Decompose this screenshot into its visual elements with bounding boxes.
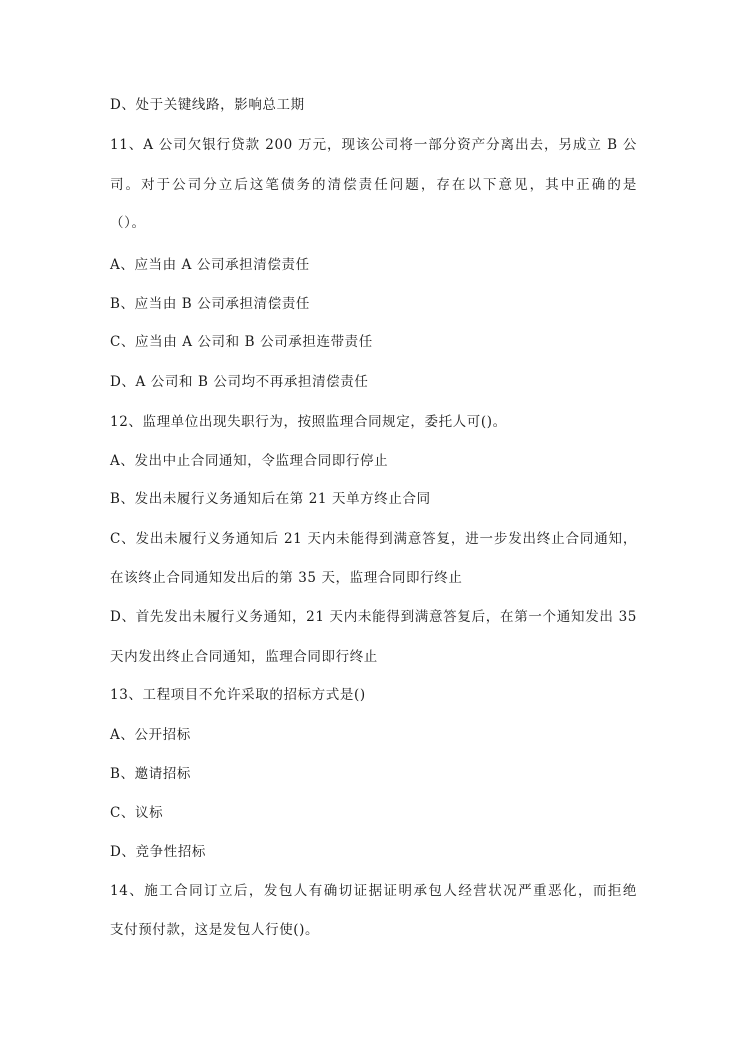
question-13-option-c: C、议标 [110,805,164,821]
question-11-stem-line-1: 11、A 公司欠银行贷款 200 万元，现该公司将一部分资产分离出去，另成立 B 公 [110,137,637,153]
question-13-option-d: D、竞争性招标 [110,844,207,860]
question-11-option-a: A、应当由 A 公司承担清偿责任 [110,257,310,273]
question-12-option-b: B、发出未履行义务通知后在第 21 天单方终止合同 [110,491,431,507]
question-11-option-b: B、应当由 B 公司承担清偿责任 [110,296,311,312]
question-12-option-d-line-1: D、首先发出未履行义务通知，21 天内未能得到满意答复后，在第一个通知发出 35 [110,609,637,625]
question-11-option-d: D、A 公司和 B 公司均不再承担清偿责任 [110,374,369,390]
question-10-option-d: D、处于关键线路，影响总工期 [110,97,305,113]
question-11-stem-line-3: （）。 [110,215,146,231]
question-12-option-a: A、发出中止合同通知，令监理合同即行停止 [110,453,389,469]
question-12-option-d-line-2: 天内发出终止合同通知，监理合同即行终止 [110,649,378,665]
question-13-option-a: A、公开招标 [110,727,191,743]
question-12-option-c-line-1: C、发出未履行义务通知后 21 天内未能得到满意答复，进一步发出终止合同通知， [110,531,637,547]
question-11-option-c: C、应当由 A 公司和 B 公司承担连带责任 [110,334,373,350]
question-13-option-b: B、邀请招标 [110,766,192,782]
question-14-stem-line-1: 14、施工合同订立后，发包人有确切证据证明承包人经营状况严重恶化，而拒绝 [110,883,637,899]
question-13-stem: 13、工程项目不允许采取的招标方式是() [110,687,366,703]
question-12-option-c-line-2: 在该终止合同通知发出后的第 35 天，监理合同即行终止 [110,570,463,586]
question-14-stem-line-2: 支付预付款，这是发包人行使()。 [110,922,320,938]
question-12-stem: 12、监理单位出现失职行为，按照监理合同规定，委托人可()。 [110,414,507,430]
question-11-stem-line-2: 司。对于公司分立后这笔债务的清偿责任问题，存在以下意见，其中正确的是 [110,177,637,193]
